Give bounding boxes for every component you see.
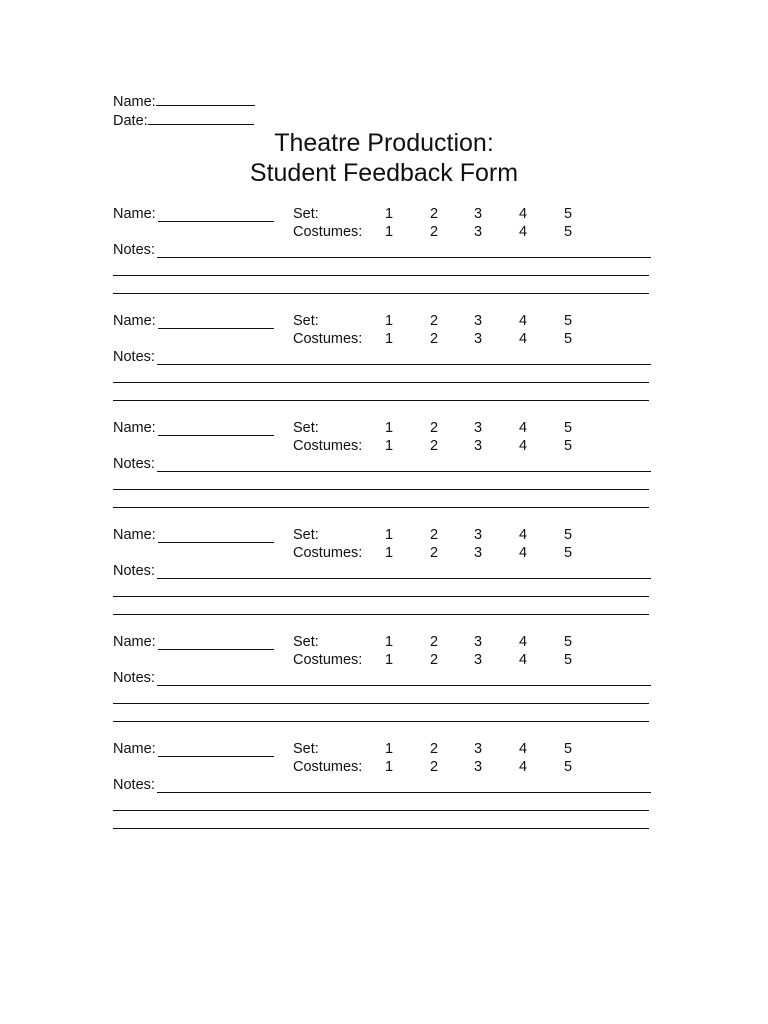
set-rating-5[interactable]: 5: [564, 634, 573, 650]
set-label: Set:: [293, 527, 319, 543]
entry-name-label: Name:: [113, 634, 156, 650]
set-rating-5[interactable]: 5: [564, 313, 573, 329]
set-rating-5[interactable]: 5: [564, 527, 573, 543]
costumes-rating-4[interactable]: 4: [519, 652, 528, 668]
costumes-rating-4[interactable]: 4: [519, 224, 528, 240]
set-rating-3[interactable]: 3: [474, 420, 483, 436]
notes-label: Notes:: [113, 349, 155, 365]
feedback-entry: [113, 206, 653, 306]
notes-line[interactable]: [113, 489, 649, 490]
set-label: Set:: [293, 634, 319, 650]
costumes-rating-4[interactable]: 4: [519, 331, 528, 347]
set-rating-2[interactable]: 2: [430, 527, 439, 543]
set-rating-4[interactable]: 4: [519, 527, 528, 543]
notes-label: Notes:: [113, 242, 155, 258]
set-rating-2[interactable]: 2: [430, 313, 439, 329]
costumes-rating-4[interactable]: 4: [519, 545, 528, 561]
set-rating-2[interactable]: 2: [430, 420, 439, 436]
notes-label: Notes:: [113, 777, 155, 793]
set-rating-3[interactable]: 3: [474, 206, 483, 222]
notes-line[interactable]: [157, 578, 651, 579]
header-date-field[interactable]: [148, 111, 254, 125]
set-rating-4[interactable]: 4: [519, 420, 528, 436]
set-label: Set:: [293, 420, 319, 436]
notes-line[interactable]: [157, 257, 651, 258]
set-rating-1[interactable]: 1: [385, 313, 394, 329]
header-name-field[interactable]: [156, 92, 255, 106]
notes-line[interactable]: [157, 792, 651, 793]
costumes-label: Costumes:: [293, 652, 363, 668]
set-rating-4[interactable]: 4: [519, 206, 528, 222]
costumes-rating-2[interactable]: 2: [430, 652, 439, 668]
costumes-label: Costumes:: [293, 224, 363, 240]
set-rating-5[interactable]: 5: [564, 741, 573, 757]
costumes-rating-1[interactable]: 1: [385, 438, 394, 454]
title-line-1: Theatre Production:: [274, 129, 494, 157]
set-rating-4[interactable]: 4: [519, 634, 528, 650]
entry-name-field[interactable]: [158, 435, 274, 436]
costumes-rating-1[interactable]: 1: [385, 759, 394, 775]
costumes-rating-5[interactable]: 5: [564, 224, 573, 240]
notes-line[interactable]: [157, 364, 651, 365]
set-rating-3[interactable]: 3: [474, 741, 483, 757]
costumes-rating-2[interactable]: 2: [430, 331, 439, 347]
header-name-label: Name:: [113, 94, 156, 110]
costumes-label: Costumes:: [293, 438, 363, 454]
costumes-rating-1[interactable]: 1: [385, 331, 394, 347]
costumes-rating-5[interactable]: 5: [564, 652, 573, 668]
set-rating-1[interactable]: 1: [385, 527, 394, 543]
notes-line[interactable]: [113, 400, 649, 401]
costumes-rating-1[interactable]: 1: [385, 652, 394, 668]
notes-line[interactable]: [157, 471, 651, 472]
costumes-rating-5[interactable]: 5: [564, 331, 573, 347]
costumes-label: Costumes:: [293, 545, 363, 561]
costumes-label: Costumes:: [293, 759, 363, 775]
notes-line[interactable]: [113, 596, 649, 597]
notes-label: Notes:: [113, 456, 155, 472]
set-rating-1[interactable]: 1: [385, 206, 394, 222]
feedback-entry: [113, 527, 653, 627]
entry-name-field[interactable]: [158, 328, 274, 329]
page-title: [0, 128, 768, 188]
costumes-label: Costumes:: [293, 331, 363, 347]
costumes-rating-5[interactable]: 5: [564, 438, 573, 454]
header-date-label: Date:: [113, 113, 148, 129]
set-rating-5[interactable]: 5: [564, 206, 573, 222]
notes-label: Notes:: [113, 563, 155, 579]
entry-name-label: Name:: [113, 741, 156, 757]
notes-line[interactable]: [113, 293, 649, 294]
costumes-rating-3[interactable]: 3: [474, 224, 483, 240]
set-rating-3[interactable]: 3: [474, 527, 483, 543]
notes-line[interactable]: [113, 721, 649, 722]
entry-name-label: Name:: [113, 527, 156, 543]
entry-name-field[interactable]: [158, 756, 274, 757]
set-label: Set:: [293, 313, 319, 329]
notes-label: Notes:: [113, 670, 155, 686]
costumes-rating-1[interactable]: 1: [385, 224, 394, 240]
feedback-entry: [113, 313, 653, 413]
costumes-rating-2[interactable]: 2: [430, 438, 439, 454]
costumes-rating-2[interactable]: 2: [430, 545, 439, 561]
set-rating-1[interactable]: 1: [385, 420, 394, 436]
set-rating-1[interactable]: 1: [385, 634, 394, 650]
set-rating-2[interactable]: 2: [430, 206, 439, 222]
entry-name-label: Name:: [113, 420, 156, 436]
costumes-rating-3[interactable]: 3: [474, 331, 483, 347]
entry-name-field[interactable]: [158, 649, 274, 650]
set-rating-4[interactable]: 4: [519, 741, 528, 757]
costumes-rating-3[interactable]: 3: [474, 759, 483, 775]
notes-line[interactable]: [113, 275, 649, 276]
notes-line[interactable]: [113, 382, 649, 383]
costumes-rating-3[interactable]: 3: [474, 652, 483, 668]
set-rating-3[interactable]: 3: [474, 313, 483, 329]
set-rating-4[interactable]: 4: [519, 313, 528, 329]
feedback-entry: [113, 420, 653, 520]
costumes-rating-2[interactable]: 2: [430, 759, 439, 775]
costumes-rating-2[interactable]: 2: [430, 224, 439, 240]
notes-line[interactable]: [113, 703, 649, 704]
costumes-rating-5[interactable]: 5: [564, 545, 573, 561]
title-line-2: Student Feedback Form: [249, 159, 519, 187]
costumes-rating-4[interactable]: 4: [519, 438, 528, 454]
feedback-entry: [113, 634, 653, 734]
costumes-rating-1[interactable]: 1: [385, 545, 394, 561]
header-name-row: [113, 92, 255, 111]
entry-name-label: Name:: [113, 206, 156, 222]
notes-line[interactable]: [113, 828, 649, 829]
feedback-entry: [113, 741, 653, 841]
set-rating-2[interactable]: 2: [430, 741, 439, 757]
costumes-rating-4[interactable]: 4: [519, 759, 528, 775]
entry-name-label: Name:: [113, 313, 156, 329]
set-rating-3[interactable]: 3: [474, 634, 483, 650]
entry-name-field[interactable]: [158, 542, 274, 543]
notes-line[interactable]: [157, 685, 651, 686]
form-header: [113, 92, 255, 130]
set-rating-2[interactable]: 2: [430, 634, 439, 650]
set-rating-1[interactable]: 1: [385, 741, 394, 757]
costumes-rating-3[interactable]: 3: [474, 545, 483, 561]
costumes-rating-5[interactable]: 5: [564, 759, 573, 775]
notes-line[interactable]: [113, 507, 649, 508]
notes-line[interactable]: [113, 614, 649, 615]
set-rating-5[interactable]: 5: [564, 420, 573, 436]
entry-name-field[interactable]: [158, 221, 274, 222]
set-label: Set:: [293, 206, 319, 222]
set-label: Set:: [293, 741, 319, 757]
notes-line[interactable]: [113, 810, 649, 811]
costumes-rating-3[interactable]: 3: [474, 438, 483, 454]
